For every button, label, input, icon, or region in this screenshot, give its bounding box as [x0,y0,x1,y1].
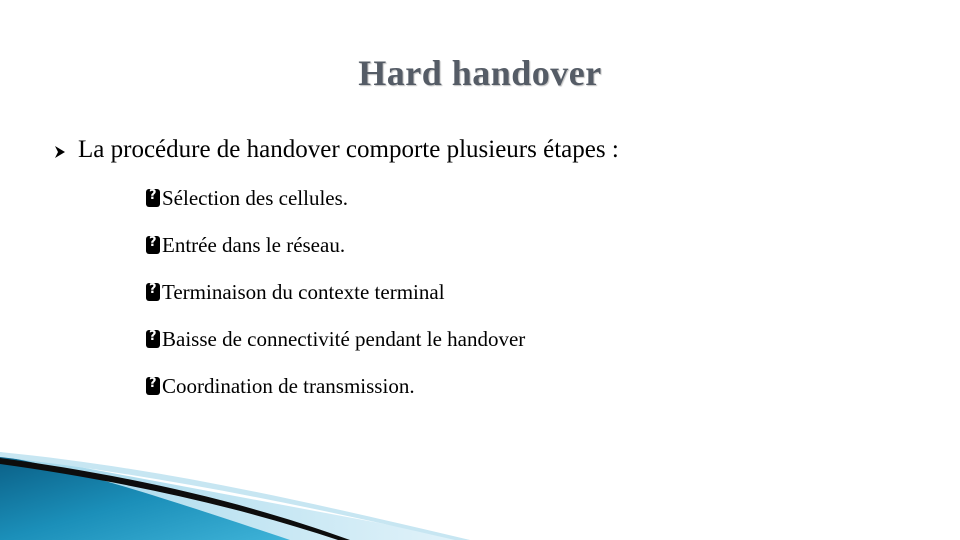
list-item-text: Terminaison du contexte terminal [162,280,445,304]
missing-glyph-icon [146,330,160,348]
list-item [146,280,525,327]
list-item [146,374,525,421]
list-item-text: Sélection des cellules. [162,186,349,210]
list-item [146,186,525,233]
missing-glyph-icon [146,189,160,207]
list-item-text: Coordination de transmission. [162,374,415,398]
missing-glyph-icon [146,377,160,395]
missing-glyph-icon [146,283,160,301]
list-item-text: Baisse de connectivité pendant le handover [162,327,526,351]
intro-bullet [78,136,619,164]
missing-glyph-icon [146,236,160,254]
list-item [146,233,525,280]
steps-list [146,186,525,421]
arrow-right-icon [54,145,66,159]
intro-text: La procédure de handover comporte plusieurs étapes : [78,136,619,163]
list-item [146,327,525,374]
list-item-text: Entrée dans le réseau. [162,233,346,257]
slide-title: Hard handover [358,53,602,93]
